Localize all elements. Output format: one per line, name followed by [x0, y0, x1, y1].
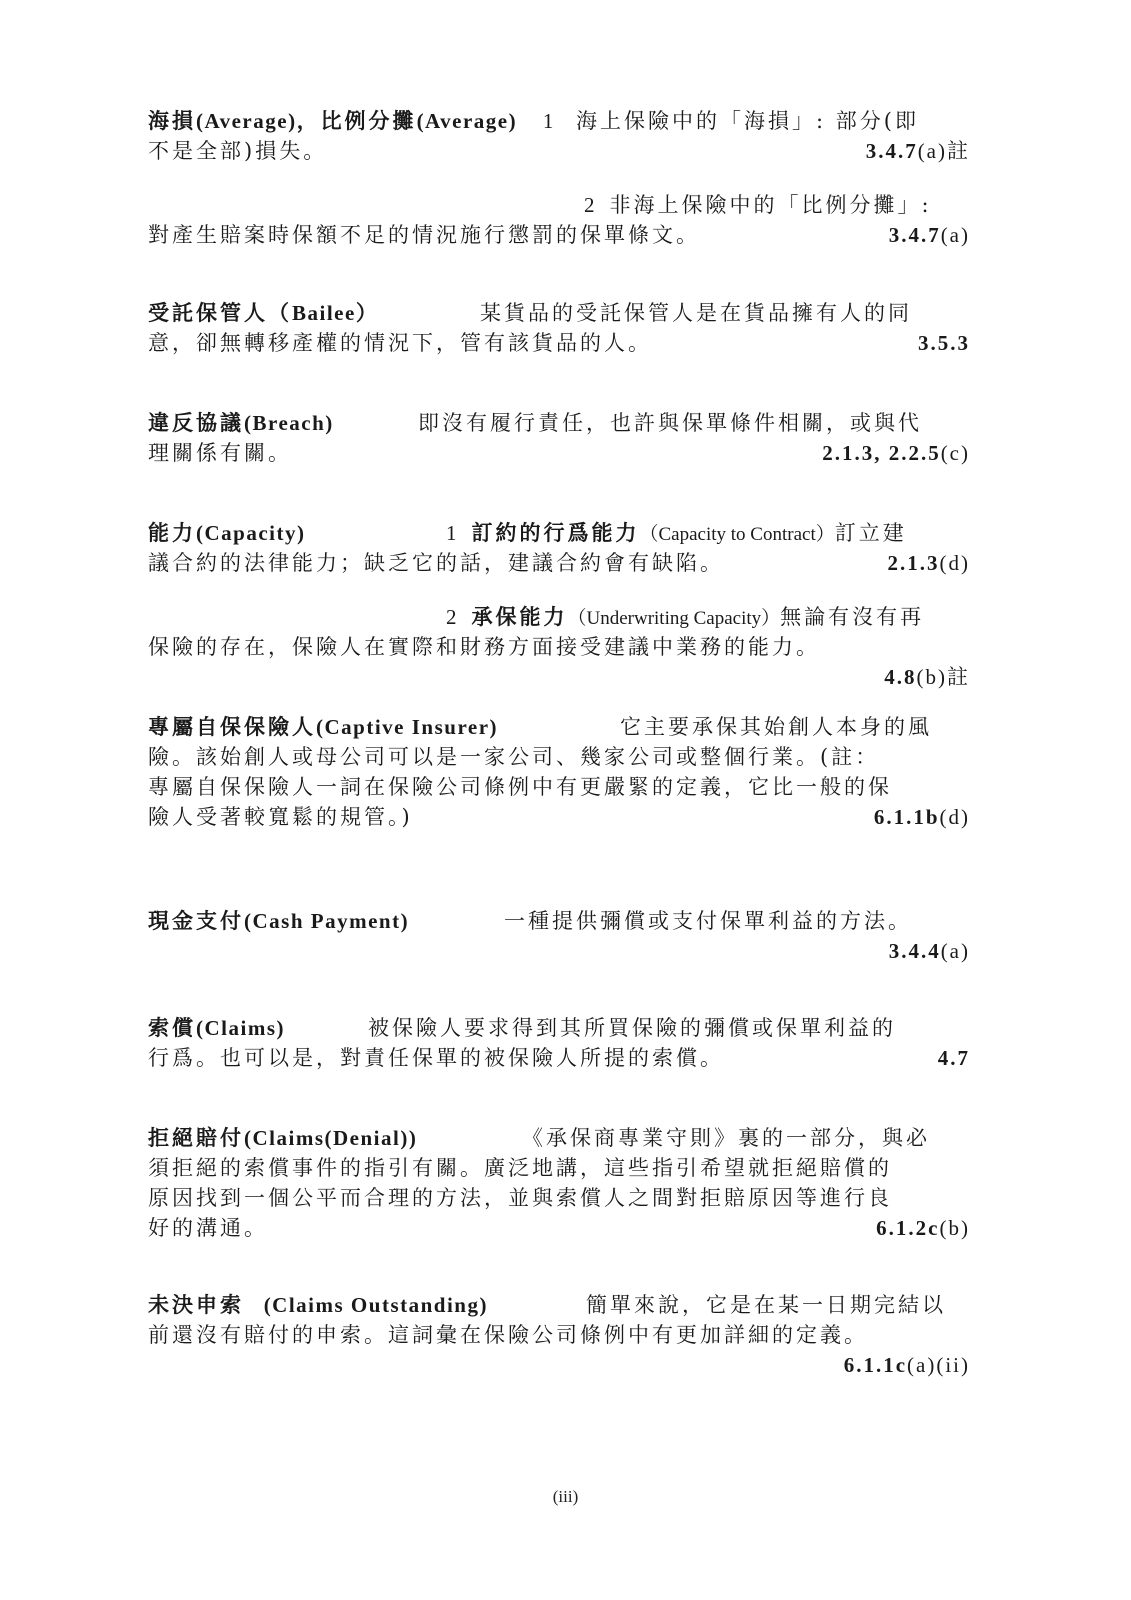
entry-line — [148, 1123, 982, 1153]
definition-text: 議合約的法律能力；缺乏它的話，建議合約會有缺陷。 — [148, 551, 724, 575]
term-chinese: 違反協議 — [148, 410, 244, 435]
definition-text: 海上保險中的「海損」: 部分(即 — [576, 109, 919, 133]
entry-line — [148, 298, 982, 328]
term-chinese: 受託保管人（ — [148, 300, 292, 325]
glossary-entry-bailee — [148, 298, 982, 358]
term-chinese: 能力 — [148, 520, 196, 545]
entry-line — [148, 602, 982, 632]
definition-text: 對產生賠案時保額不足的情況施行懲罰的保單條文。 — [148, 223, 700, 247]
section-reference: 4.7 — [937, 1046, 970, 1070]
definition-text: 前還沒有賠付的申索。這詞彙在保險公司條例中有更加詳細的定義。 — [148, 1323, 868, 1347]
section-reference: 3.4.4(a) — [888, 939, 970, 963]
glossary-entry-claims-outstanding — [148, 1290, 982, 1380]
definition-text: 被保險人要求得到其所買保險的彌償或保單利益的 — [368, 1016, 896, 1040]
section-reference: 3.4.7(a)註 — [865, 139, 970, 163]
term-english: (Average) — [416, 109, 518, 133]
definition-text: 專屬自保保險人一詞在保險公司條例中有更嚴緊的定義，它比一般的保 — [148, 775, 892, 799]
glossary-entry-claims — [148, 1013, 982, 1073]
definition-number: 1 — [446, 521, 460, 545]
entry-line — [148, 220, 982, 250]
definition-text: 須拒絕的索償事件的指引有關。廣泛地講，這些指引希望就拒絕賠償的 — [148, 1156, 892, 1180]
term-separator: ） — [355, 300, 380, 325]
section-reference: 6.1.2c(b) — [876, 1216, 970, 1240]
entry-line — [148, 1350, 982, 1380]
definition-number: 1 — [542, 109, 557, 133]
definition-number: 2 — [584, 193, 598, 217]
entry-line — [148, 1183, 982, 1213]
entry-line — [148, 136, 982, 166]
term-english: (Breach) — [244, 411, 334, 435]
entry-line — [148, 548, 982, 578]
definition-text: 無論有沒有再 — [780, 605, 925, 629]
term-chinese: 專屬自保保險人 — [148, 714, 316, 739]
entry-line — [148, 1290, 982, 1320]
term-english: (Cash Payment) — [244, 909, 410, 933]
entry-line — [148, 1320, 982, 1350]
glossary-entry-breach — [148, 408, 982, 468]
term-chinese: 現金支付 — [148, 908, 244, 933]
term-english: (Claims(Denial)) — [244, 1126, 418, 1150]
glossary-entry-capacity — [148, 518, 982, 692]
term-english: (Claims) — [196, 1016, 285, 1040]
entry-line — [148, 1213, 982, 1243]
entry-line — [148, 802, 982, 832]
entry-line — [148, 408, 982, 438]
term-english: (Capacity) — [196, 521, 306, 545]
definition-text: 行爲。也可以是，對責任保單的被保險人所提的索償。 — [148, 1046, 724, 1070]
page-number: (iii) — [552, 1487, 579, 1506]
term-english: Bailee — [292, 301, 356, 325]
term-chinese: 未決申索 — [148, 1292, 244, 1317]
term-english: (Claims Outstanding) — [263, 1293, 488, 1317]
definition-text: 即沒有履行責任，也許與保單條件相關，或與代 — [418, 411, 922, 435]
definition-english: （Capacity to Contract） — [639, 524, 835, 545]
entry-line — [148, 1043, 982, 1073]
definition-text: 不是全部)損失。 — [148, 139, 328, 163]
definition-text: 理關係有關。 — [148, 441, 292, 465]
definition-block — [446, 602, 924, 634]
entry-line — [148, 632, 982, 662]
definition-text: 它主要承保其始創人本身的風 — [620, 715, 932, 739]
definition-text: 險人受著較寬鬆的規管。) — [148, 805, 413, 829]
definition-text: 險。該始創人或母公司可以是一家公司、幾家公司或整個行業。(註： — [148, 745, 880, 769]
definition-text: 意，卻無轉移產權的情況下，管有該貨品的人。 — [148, 331, 652, 355]
section-reference: 2.1.3, 2.2.5(c) — [822, 441, 970, 465]
definition-block — [584, 190, 932, 220]
definition-block — [446, 518, 907, 550]
section-reference: 3.4.7(a) — [888, 223, 970, 247]
term-english: (Captive Insurer) — [316, 715, 499, 739]
entry-line — [148, 1013, 982, 1043]
entry-line — [148, 106, 982, 136]
definition-english: （Underwriting Capacity） — [567, 608, 781, 629]
entry-line — [148, 772, 982, 802]
definition-text: 《承保商專業守則》裏的一部分，與必 — [522, 1126, 930, 1150]
definition-text: 某貨品的受託保管人是在貨品擁有人的同 — [480, 301, 912, 325]
term-chinese: 拒絕賠付 — [148, 1125, 244, 1150]
definition-number: 2 — [446, 605, 460, 629]
definition-text: 一種提供彌償或支付保單利益的方法。 — [504, 909, 912, 933]
entry-line — [148, 712, 982, 742]
entry-line — [148, 438, 982, 468]
entry-line — [148, 936, 982, 966]
section-reference: 3.5.3 — [918, 331, 970, 355]
definition-text: 簡單來說，它是在某一日期完結以 — [586, 1293, 946, 1317]
term-chinese: 索償 — [148, 1015, 196, 1040]
entry-line — [148, 742, 982, 772]
term-separator: ， — [296, 108, 321, 133]
term-chinese: 海損 — [148, 108, 196, 133]
section-reference: 4.8(b)註 — [884, 665, 970, 689]
entry-line — [148, 1153, 982, 1183]
glossary-entry-captive-insurer — [148, 712, 982, 832]
entry-line — [148, 328, 982, 358]
definition-text: 非海上保險中的「比例分攤」: — [609, 193, 932, 217]
definition-term: 訂約的行爲能力 — [471, 520, 640, 545]
definition-text: 原因找到一個公平而合理的方法，並與索償人之間對拒賠原因等進行良 — [148, 1186, 892, 1210]
entry-line — [148, 662, 982, 692]
entry-line — [148, 518, 982, 548]
entry-line — [148, 906, 982, 936]
glossary-entry-cash-payment — [148, 906, 982, 966]
term-english: (Average) — [196, 109, 297, 133]
section-reference: 6.1.1c(a)(ii) — [843, 1353, 970, 1377]
glossary-entry-average — [148, 106, 982, 250]
definition-text: 訂立建 — [834, 521, 907, 545]
section-reference: 6.1.1b(d) — [873, 805, 970, 829]
definition-text: 好的溝通。 — [148, 1216, 268, 1240]
entry-line — [148, 190, 982, 220]
section-reference: 2.1.3(d) — [887, 551, 970, 575]
definition-text: 保險的存在，保險人在實際和財務方面接受建議中業務的能力。 — [148, 635, 820, 659]
glossary-entry-claims-denial — [148, 1123, 982, 1243]
definition-term: 承保能力 — [471, 604, 568, 629]
term-chinese: 比例分攤 — [320, 108, 417, 133]
